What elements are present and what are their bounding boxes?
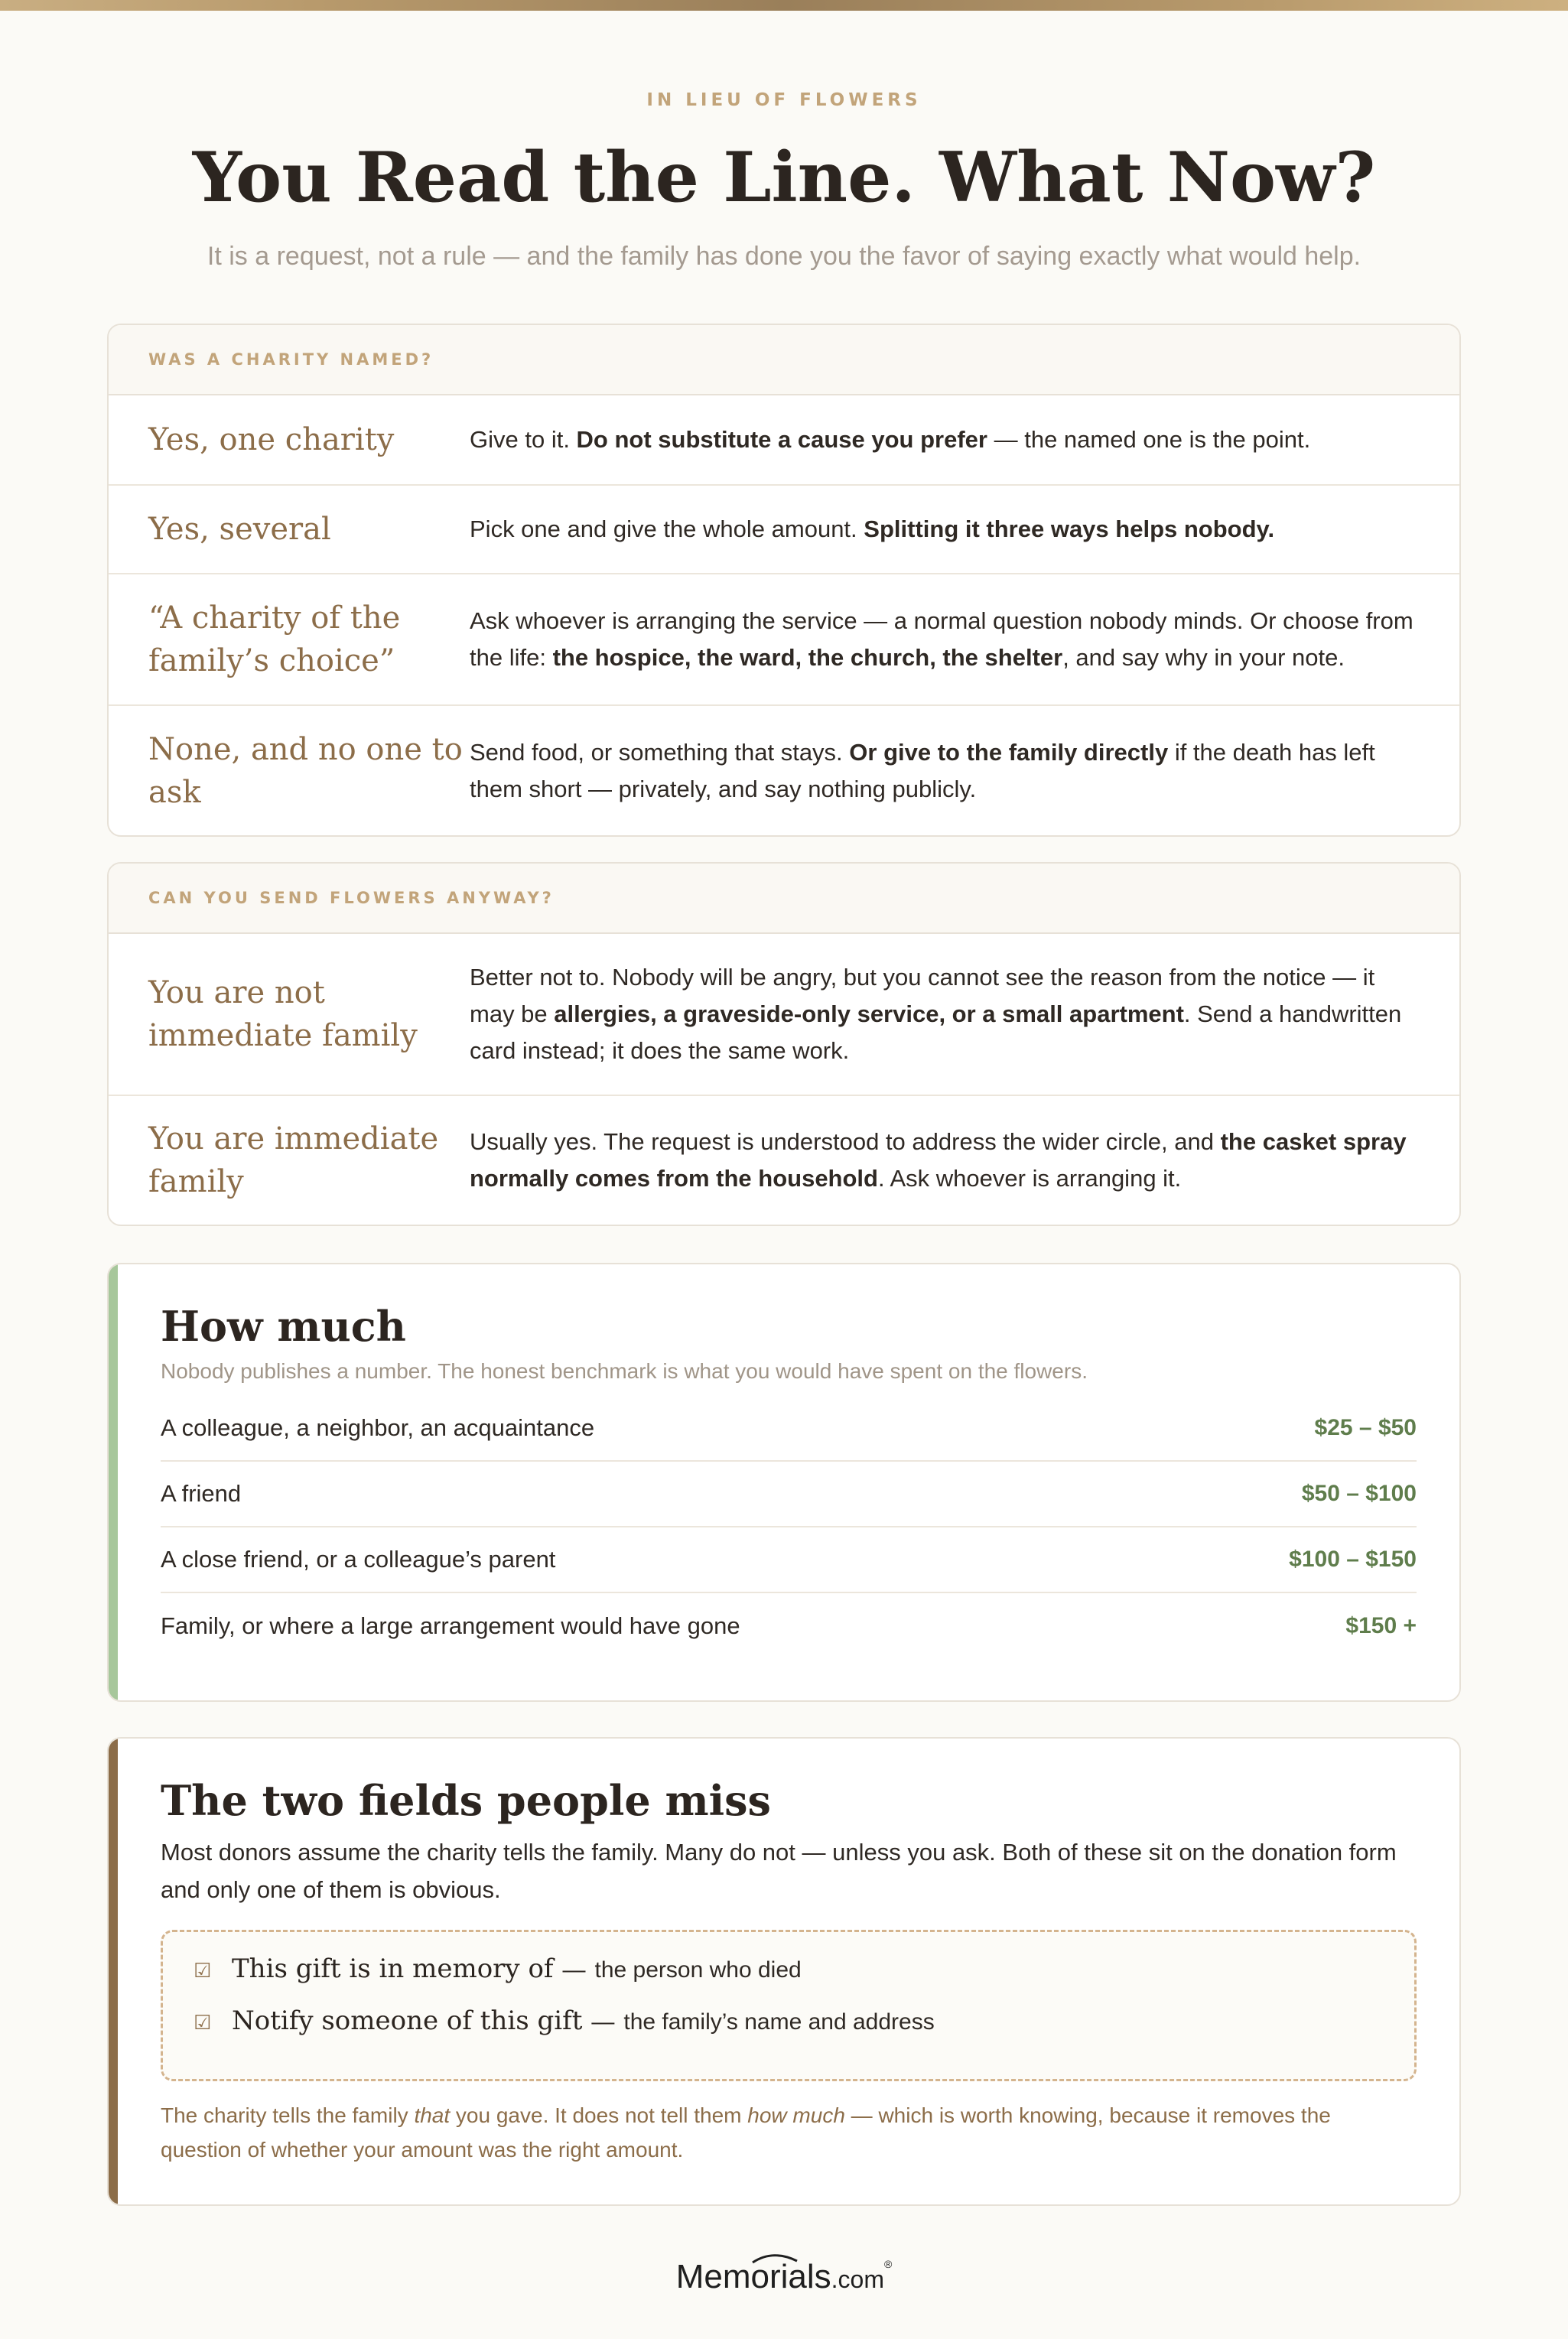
- row-text: Usually yes. The request is understood to address the wider circle, and the casket spray normally comes from the household. Ask whoever is arranging it.: [470, 1128, 1407, 1192]
- memorials-logo: [0, 2258, 1568, 2296]
- logo-swoosh-icon: [751, 2250, 812, 2266]
- charity-row: [109, 706, 1459, 835]
- row-label: Yes, several: [148, 512, 331, 547]
- field-name: Notify someone of this gift: [232, 2006, 583, 2036]
- row-text: Better not to. Nobody will be angry, but you cannot see the reason from the notice — it may be allergies, a graveside-only service, or a small apartment. Send a handwritten card instead; it does the same work.: [470, 964, 1402, 1064]
- price-amount: $25 – $50: [1314, 1415, 1417, 1440]
- eyebrow: IN LIEU OF FLOWERS: [646, 90, 922, 110]
- price-relation: Family, or where a large arrangement would have gone: [161, 1612, 740, 1639]
- price-amount: $100 – $150: [1289, 1547, 1417, 1572]
- price-relation: A colleague, a neighbor, an acquaintance: [161, 1414, 595, 1441]
- price-row: [161, 1527, 1417, 1593]
- logo-suffix: .com: [831, 2266, 884, 2293]
- row-text: Pick one and give the whole amount. Splitting it three ways helps nobody.: [470, 516, 1275, 542]
- how-much-title: How much: [161, 1302, 406, 1351]
- logo-registered: ®: [883, 2258, 893, 2270]
- row-text: Ask whoever is arranging the service — a normal question nobody minds. Or choose from the life: the hospice, the ward, the church, the shelter, and say why in your note.: [470, 607, 1413, 671]
- how-much-panel: [107, 1263, 1461, 1702]
- field-name: This gift is in memory of: [232, 1954, 554, 1984]
- two-fields-footnote: The charity tells the family that you gave. It does not tell them how much — which is worth knowing, because it removes the question of whether your amount was the right amount.: [161, 2103, 1331, 2162]
- flowers-card-heading: CAN YOU SEND FLOWERS ANYWAY?: [109, 864, 1459, 934]
- two-fields-intro: Most donors assume the charity tells the family. Many do not — unless you ask. Both of these sit on the donation form and only one of them is obvious.: [161, 1839, 1397, 1903]
- field-separator: —: [591, 2009, 615, 2035]
- flowers-card: [107, 862, 1461, 1226]
- charity-card-heading: WAS A CHARITY NAMED?: [109, 325, 1459, 395]
- charity-row: [109, 486, 1459, 574]
- charity-row: [109, 395, 1459, 486]
- charity-card: [107, 324, 1461, 837]
- field-description: the person who died: [594, 1957, 802, 1983]
- two-fields-title: The two fields people miss: [161, 1776, 771, 1825]
- row-text: Give to it. Do not substitute a cause you prefer — the named one is the point.: [470, 426, 1311, 453]
- row-label: Yes, one charity: [148, 422, 395, 457]
- price-relation: A friend: [161, 1480, 242, 1507]
- price-amount: $150 +: [1345, 1613, 1417, 1638]
- checkbox-icon: ☑: [194, 2012, 212, 2035]
- checkbox-icon: ☑: [194, 1960, 212, 1983]
- price-relation: A close friend, or a colleague’s parent: [161, 1546, 556, 1573]
- row-label: “A charity of the family’s choice”: [148, 600, 401, 678]
- field-separator: —: [562, 1957, 586, 1983]
- charity-row: [109, 574, 1459, 706]
- donation-form-fields: [161, 1930, 1417, 2081]
- row-label: None, and no one to ask: [148, 731, 463, 810]
- price-row: [161, 1462, 1417, 1527]
- page-title: You Read the Line. What Now?: [192, 137, 1376, 218]
- form-field-row: [194, 2006, 1384, 2058]
- price-amount: $50 – $100: [1301, 1481, 1417, 1506]
- form-field-row: [194, 1954, 1384, 2006]
- two-fields-panel: [107, 1737, 1461, 2206]
- flowers-row: [109, 934, 1459, 1096]
- page-subtitle: It is a request, not a rule — and the family has done you the favor of saying exactly what would help.: [207, 242, 1361, 271]
- field-description: the family’s name and address: [623, 2009, 935, 2035]
- price-row: [161, 1593, 1417, 1659]
- price-row: [161, 1396, 1417, 1462]
- row-label: You are not immediate family: [148, 975, 418, 1053]
- flowers-row: [109, 1096, 1459, 1225]
- row-text: Send food, or something that stays. Or give to the family directly if the death has left them short — privately, and say nothing publicly.: [470, 738, 1375, 802]
- logo-wordmark: Memorials: [676, 2258, 831, 2296]
- row-label: You are immediate family: [148, 1121, 439, 1199]
- how-much-note: Nobody publishes a number. The honest benchmark is what you would have spent on the flowers.: [161, 1359, 1088, 1383]
- top-accent-bar: [0, 0, 1568, 11]
